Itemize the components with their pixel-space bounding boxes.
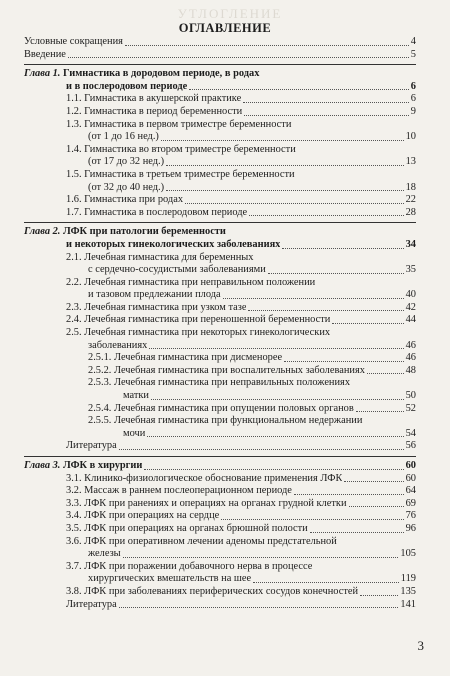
toc-page-number: 96 <box>405 522 416 534</box>
dot-leader <box>310 532 404 533</box>
toc-entry[interactable] <box>24 314 416 327</box>
dot-leader <box>284 361 404 362</box>
toc-page-number: 54 <box>405 427 416 439</box>
toc-entry-title: 3.5. ЛФК при операциях на органах брюшной полости <box>66 522 308 534</box>
toc-entry-title: 3.4. ЛФК при операциях на сердце <box>66 510 220 522</box>
toc-entry-first-line: 2.5.3. Лечебная гимнастика при неправильных положениях <box>88 377 351 389</box>
dot-leader <box>147 436 403 437</box>
toc-entry-title: заболеваниях <box>88 339 148 351</box>
toc-entry[interactable] <box>24 106 416 119</box>
toc-page-number: 35 <box>405 264 416 276</box>
toc-entry[interactable] <box>24 573 416 586</box>
toc-entry[interactable] <box>24 428 416 441</box>
toc-page-number: 10 <box>405 131 416 143</box>
toc-entry-title: хирургических вмешательств на шее <box>88 573 252 585</box>
toc-page-number: 64 <box>405 485 416 497</box>
toc-entry-title: Литература <box>66 440 117 452</box>
toc-entry[interactable] <box>24 131 416 144</box>
chapter-label: Глава 1. <box>24 68 64 80</box>
toc-entry-title: 1.7. Гимнастика в послеродовом периоде <box>66 206 248 218</box>
dot-leader <box>151 399 404 400</box>
toc-entry-title: 2.4. Лечебная гимнастика при переношенной беременности <box>66 314 331 326</box>
toc-entry-title: Введение <box>24 48 66 60</box>
dot-leader <box>268 273 404 274</box>
toc-page-number: 141 <box>400 598 416 610</box>
dot-leader <box>248 310 403 311</box>
chapter-title: ЛФК в хирургии <box>63 460 143 471</box>
toc-entry-title: (от 32 до 40 нед.) <box>88 181 165 193</box>
dot-leader <box>185 203 404 204</box>
toc-page-number: 18 <box>405 181 416 193</box>
toc-chapter-heading <box>24 68 416 81</box>
toc-entry[interactable] <box>24 440 416 453</box>
toc-entry[interactable] <box>24 548 416 561</box>
toc-entry[interactable] <box>24 510 416 523</box>
toc-page-number: 28 <box>405 206 416 218</box>
dot-leader <box>119 449 404 450</box>
toc-entry[interactable] <box>24 36 416 49</box>
dot-leader <box>119 607 399 608</box>
toc-entry-title: (от 1 до 16 нед.) <box>88 131 159 143</box>
toc-page-number: 9 <box>410 105 416 117</box>
toc-entry[interactable] <box>24 365 416 378</box>
toc-page-number: 135 <box>400 585 416 597</box>
toc-entry[interactable] <box>24 340 416 353</box>
toc-chapter-heading <box>24 226 416 239</box>
toc-page-number: 76 <box>405 510 416 522</box>
toc-entry[interactable] <box>24 599 416 612</box>
toc-entry-title: 2.5.2. Лечебная гимнастика при воспалительных заболеваниях <box>88 364 365 376</box>
dot-leader <box>221 519 403 520</box>
toc-page-number: 60 <box>405 460 416 471</box>
bleed-through-text: УТЛОГЛЕНИЕ <box>177 6 283 21</box>
toc-entry-title: (от 17 до 32 нед.) <box>88 156 165 168</box>
toc-page-number: 22 <box>405 194 416 206</box>
toc-entry-first-line: 2.5. Лечебная гимнастика при некоторых гинекологических <box>66 327 331 339</box>
section-divider <box>24 456 416 457</box>
toc-page-number: 60 <box>405 472 416 484</box>
toc-chapter-line[interactable] <box>24 460 416 473</box>
page-number: 3 <box>417 638 424 653</box>
toc-entry[interactable] <box>24 93 416 106</box>
toc-entry-title: и тазовом предлежании плода <box>88 289 221 301</box>
toc-entry-title: 1.6. Гимнастика при родах <box>66 194 184 206</box>
toc-entry-title: 2.5.4. Лечебная гимнастика при опущении половых органов <box>88 402 354 414</box>
toc-entry[interactable] <box>24 156 416 169</box>
dot-leader <box>253 582 399 583</box>
dot-leader <box>294 494 404 495</box>
toc-entry-first-line: 3.6. ЛФК при оперативном лечении аденомы предстательной <box>66 535 337 547</box>
dot-leader <box>223 298 404 299</box>
toc-page-number: 40 <box>405 289 416 301</box>
toc-entry-first-line: 1.5. Гимнастика в третьем триместре беременности <box>66 168 295 180</box>
toc-page-number: 42 <box>405 301 416 313</box>
toc-chapter-line[interactable] <box>24 81 416 94</box>
dot-leader <box>144 469 403 470</box>
dot-leader <box>149 348 403 349</box>
toc-entry-title: 3.8. ЛФК при заболеваниях периферических сосудов конечностей <box>66 585 359 597</box>
toc-page-number: 6 <box>410 80 416 92</box>
toc-entry-first-line: 2.5.5. Лечебная гимнастика при функциональном недержании <box>88 415 363 427</box>
toc-entry-first-line: 2.1. Лечебная гимнастика для беременных <box>66 251 254 263</box>
chapter-label: Глава 3. <box>24 460 64 471</box>
toc-entry[interactable] <box>24 390 416 403</box>
table-of-contents <box>24 36 416 611</box>
toc-page-number: 52 <box>405 402 416 414</box>
dot-leader <box>123 557 399 558</box>
toc-entry-title: железы <box>88 548 121 560</box>
section-divider <box>24 222 416 223</box>
toc-entry-title: матки <box>123 390 149 402</box>
toc-page-number: 119 <box>400 573 416 585</box>
dot-leader <box>356 411 404 412</box>
toc-entry-title: 3.3. ЛФК при ранениях и операциях на органах грудной клетки <box>66 497 347 509</box>
toc-page-number: 56 <box>405 440 416 452</box>
toc-entry[interactable] <box>24 207 416 220</box>
chapter-label: Глава 2. <box>24 226 64 238</box>
section-divider <box>24 64 416 65</box>
dot-leader <box>367 373 404 374</box>
toc-page-number: 105 <box>400 548 416 560</box>
dot-leader <box>349 506 404 507</box>
toc-entry[interactable] <box>24 473 416 486</box>
toc-entry[interactable] <box>24 302 416 315</box>
toc-page-number: 5 <box>410 48 416 60</box>
toc-page-number: 44 <box>405 314 416 326</box>
toc-entry-title: 3.2. Массаж в раннем послеоперационном периоде <box>66 485 292 497</box>
toc-entry-first-line: 2.2. Лечебная гимнастика при неправильном положении <box>66 276 316 288</box>
chapter-title: Гимнастика в дородовом периоде, в родах <box>63 68 260 80</box>
toc-entry-first-line: 1.3. Гимнастика в первом триместре беременности <box>66 118 292 130</box>
toc-entry[interactable] <box>24 182 416 195</box>
page-title: ОГЛАВЛЕНИЕ <box>178 21 272 35</box>
toc-page-number: 48 <box>405 364 416 376</box>
toc-entry-title: 2.3. Лечебная гимнастика при узком тазе <box>66 301 247 313</box>
toc-entry-first-line: 1.4. Гимнастика во втором триместре беременности <box>66 143 296 155</box>
dot-leader <box>68 57 409 58</box>
toc-entry-title: и в послеродовом периоде <box>66 80 188 92</box>
toc-page-number: 46 <box>405 339 416 351</box>
toc-entry[interactable] <box>24 498 416 511</box>
toc-chapter-line[interactable] <box>24 239 416 252</box>
dot-leader <box>282 248 403 249</box>
toc-entry[interactable] <box>24 194 416 207</box>
dot-leader <box>161 140 404 141</box>
toc-page-number: 46 <box>405 352 416 364</box>
dot-leader <box>166 165 404 166</box>
toc-page-number: 34 <box>405 238 416 250</box>
toc-entry-title: 1.2. Гимнастика в период беременности <box>66 105 243 117</box>
dot-leader <box>249 215 403 216</box>
toc-entry[interactable] <box>24 289 416 302</box>
toc-entry[interactable] <box>24 403 416 416</box>
toc-entry[interactable] <box>24 264 416 277</box>
dot-leader <box>244 115 409 116</box>
toc-entry-title: 3.1. Клинико-физиологическое обоснование применения ЛФК <box>66 472 343 484</box>
toc-entry-title: и некоторых гинекологических заболеваниях <box>66 238 281 250</box>
toc-page-number: 50 <box>405 390 416 402</box>
toc-entry[interactable] <box>24 352 416 365</box>
toc-entry-title: 1.1. Гимнастика в акушерской практике <box>66 93 242 105</box>
chapter-title: ЛФК при патологии беременности <box>63 226 226 238</box>
toc-entry-title: с сердечно-сосудистыми заболеваниями <box>88 264 266 276</box>
toc-entry-title: 2.5.1. Лечебная гимнастика при дисменорее <box>88 352 283 364</box>
dot-leader <box>166 190 404 191</box>
dot-leader <box>125 45 409 46</box>
toc-page-number: 69 <box>405 497 416 509</box>
toc-entry[interactable] <box>24 586 416 599</box>
toc-entry[interactable] <box>24 485 416 498</box>
dot-leader <box>189 89 409 90</box>
toc-page-number: 6 <box>410 93 416 105</box>
toc-entry-title: Условные сокращения <box>24 36 123 47</box>
toc-entry-first-line: 3.7. ЛФК при поражении добавочного нерва в процессе <box>66 560 313 572</box>
toc-entry[interactable] <box>24 523 416 536</box>
dot-leader <box>360 595 398 596</box>
dot-leader <box>344 481 403 482</box>
toc-page-number: 4 <box>410 36 416 47</box>
dot-leader <box>332 323 403 324</box>
toc-page-number: 13 <box>405 156 416 168</box>
toc-entry-title <box>24 460 142 473</box>
dot-leader <box>243 102 409 103</box>
toc-entry[interactable] <box>24 49 416 62</box>
toc-entry-title: мочи <box>123 427 146 439</box>
toc-entry-title: Литература <box>66 598 117 610</box>
